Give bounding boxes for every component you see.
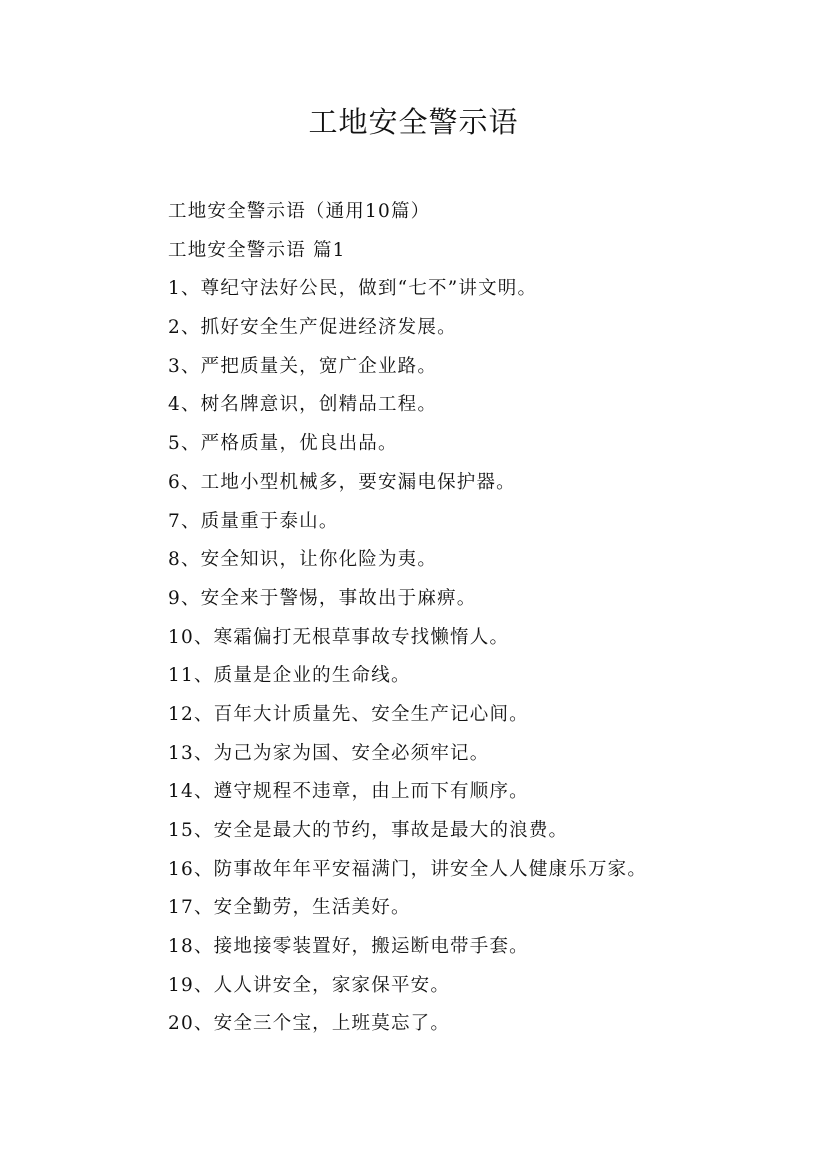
list-item: 13、为己为家为国、安全必须牢记。: [168, 742, 490, 764]
list-item: 6、工地小型机械多，要安漏电保护器。: [168, 471, 516, 493]
list-item: 19、人人讲安全，家家保平安。: [168, 974, 451, 996]
document-body: [168, 193, 788, 1044]
list-item: 5、严格质量，优良出品。: [168, 433, 398, 455]
list-item: 1、尊纪守法好公民，做到“七不”讲文明。: [168, 278, 538, 300]
list-item: 3、严把质量关，宽广企业路。: [168, 355, 438, 377]
list-item: 14、遵守规程不违章，由上而下有顺序。: [168, 781, 529, 803]
list-item: 20、安全三个宝，上班莫忘了。: [168, 1013, 451, 1035]
list-item: 15、安全是最大的节约，事故是最大的浪费。: [168, 820, 569, 841]
list-item: 9、安全来于警惕，事故出于麻痹。: [168, 587, 477, 609]
document-subtitle: 工地安全警示语（通用10篇）: [168, 201, 431, 222]
document-title: 工地安全警示语: [308, 105, 519, 139]
list-item: 12、百年大计质量先、安全生产记心间。: [168, 703, 529, 725]
list-item: 8、安全知识，让你化险为夷。: [168, 549, 438, 571]
list-item: 4、树名牌意识，创精品工程。: [168, 394, 438, 416]
list-item: 18、接地接零装置好，搬运断电带手套。: [168, 936, 529, 958]
list-item: 10、寒霜偏打无根草事故专找懒惰人。: [168, 626, 510, 648]
list-item: 16、防事故年年平安福满门，讲安全人人健康乐万家。: [168, 858, 648, 880]
section-heading: 工地安全警示语 篇1: [168, 239, 346, 261]
list-item: 11、质量是企业的生命线。: [168, 665, 411, 687]
list-item: 7、质量重于泰山。: [168, 510, 339, 532]
list-item: 17、安全勤劳，生活美好。: [168, 897, 411, 919]
list-item: 2、抓好安全生产促进经济发展。: [168, 317, 457, 339]
